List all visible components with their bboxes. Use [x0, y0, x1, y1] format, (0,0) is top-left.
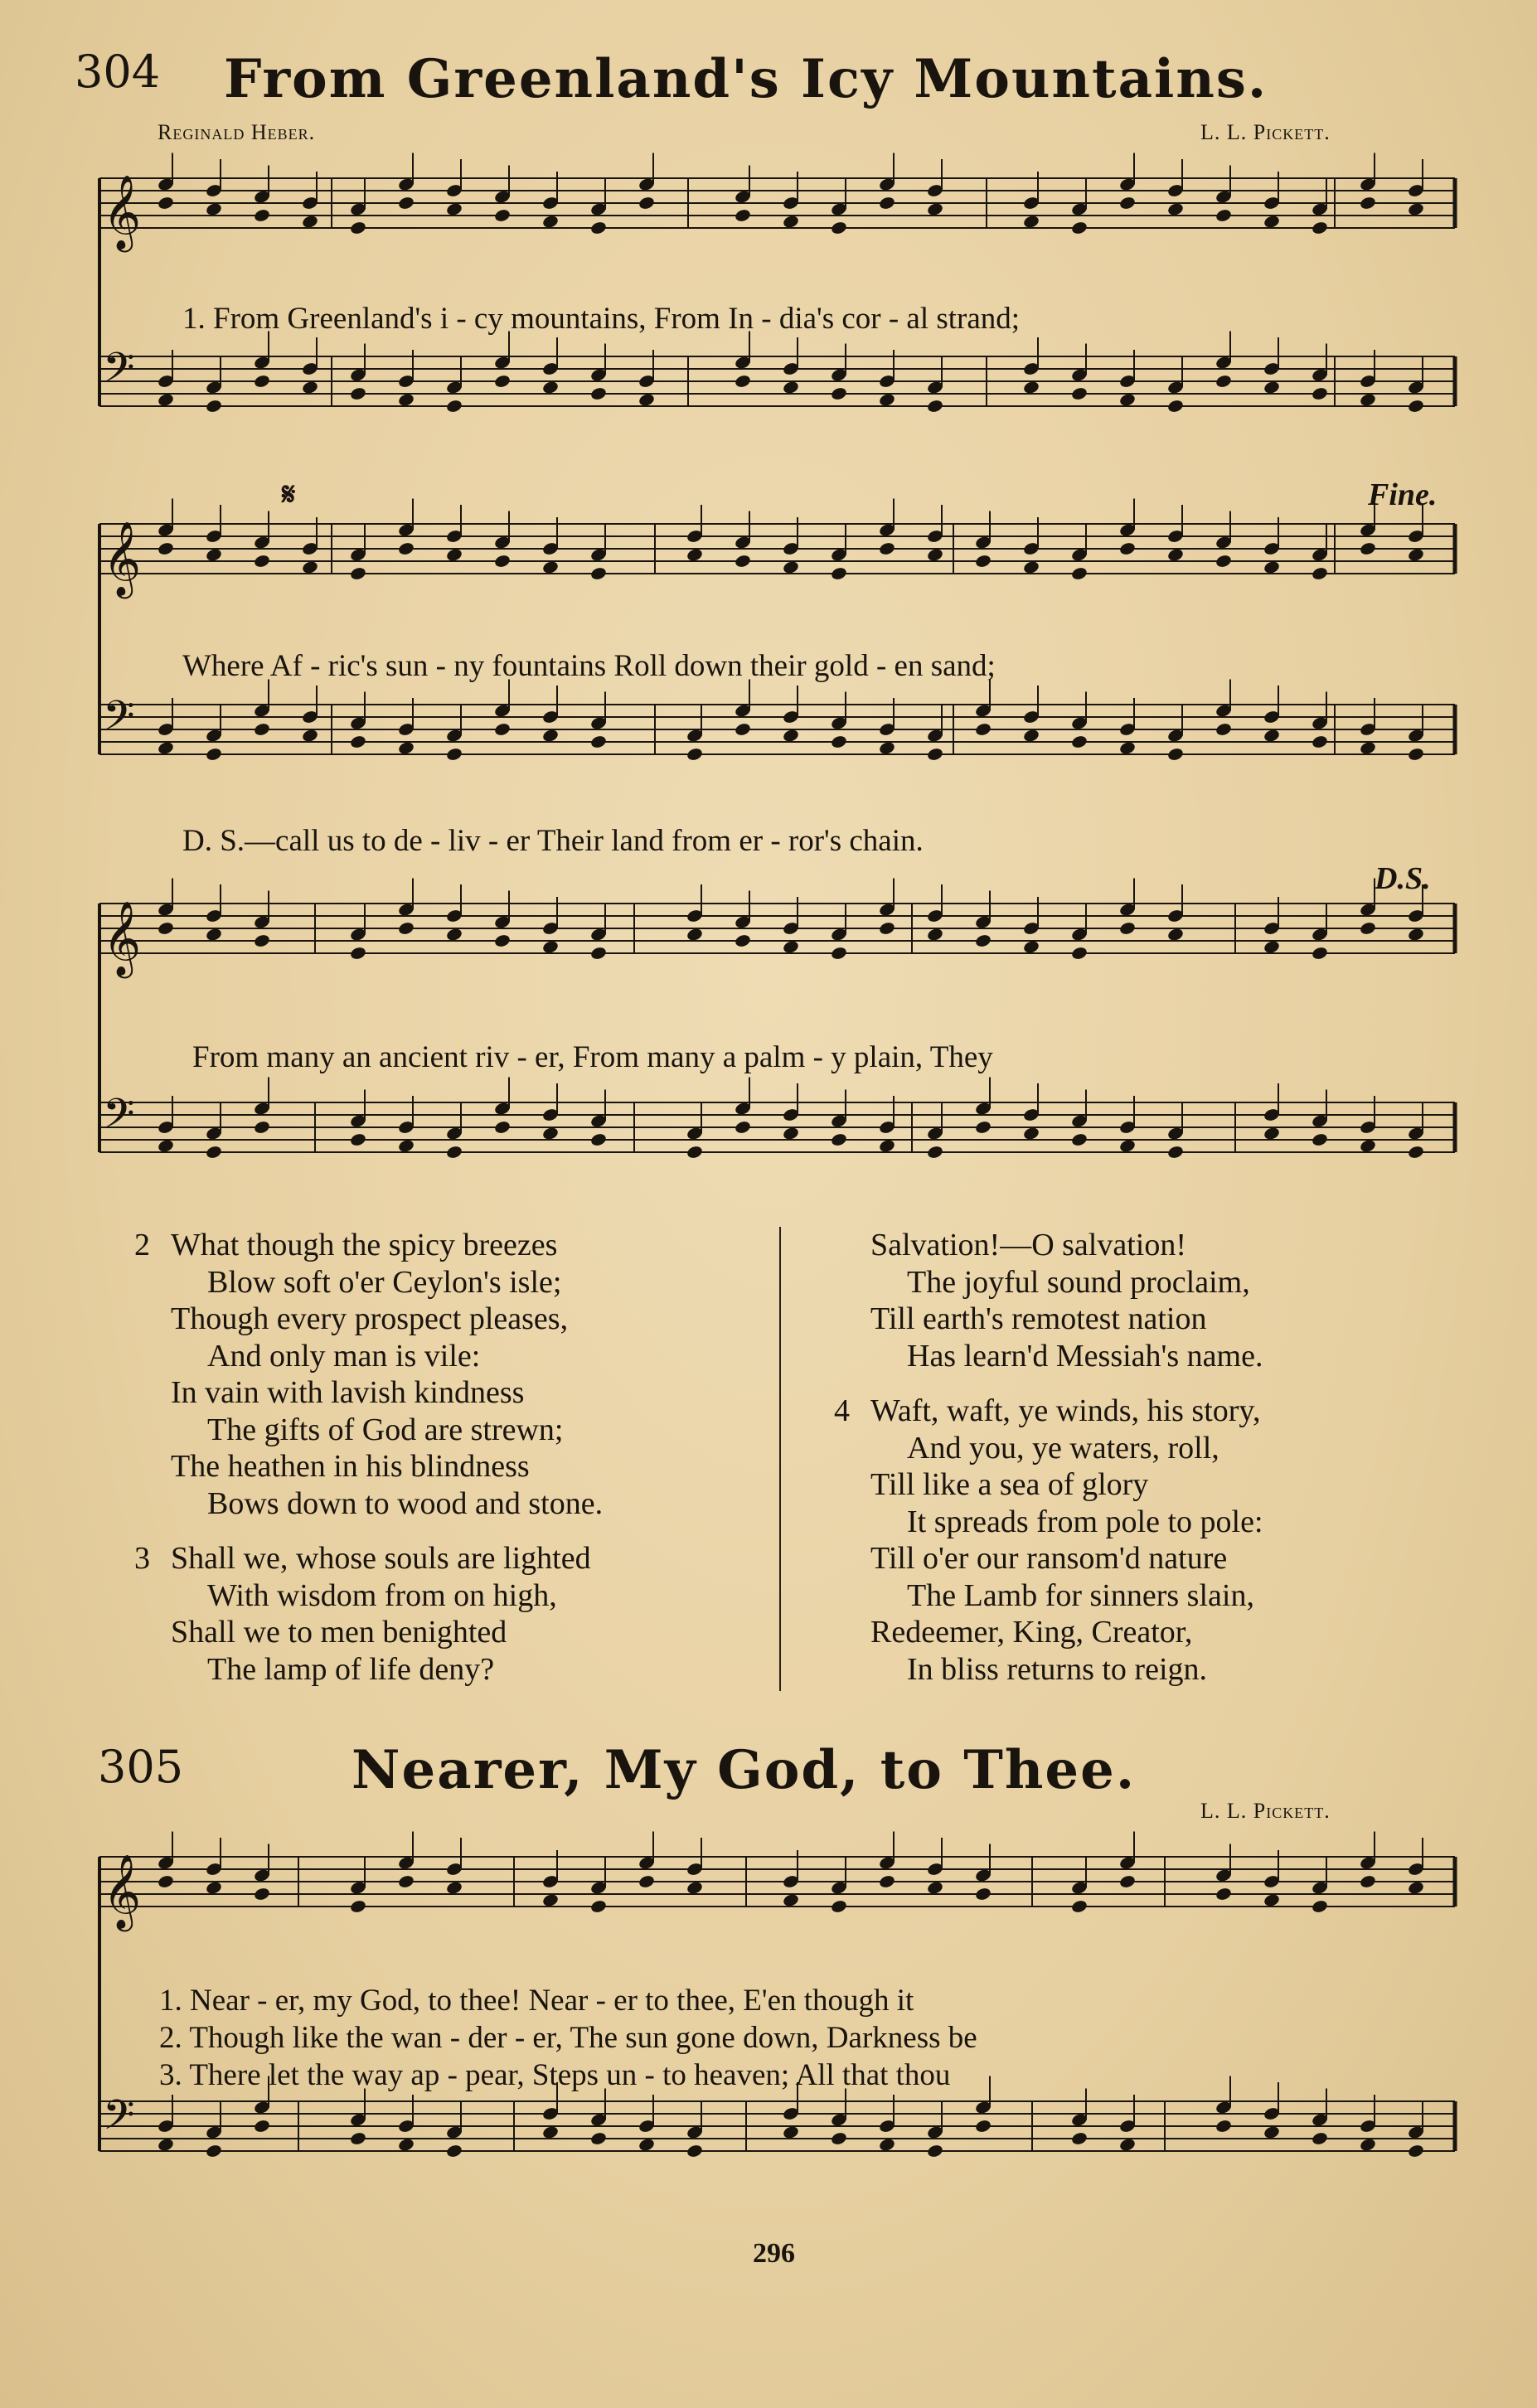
verse-line: And you, ye waters, roll, — [907, 1430, 1219, 1466]
page-number: 296 — [753, 2238, 795, 2269]
hymn-title: From Greenland's Icy Mountains. — [224, 48, 1268, 110]
svg-text:𝄞: 𝄞 — [103, 901, 142, 976]
svg-text:𝄢: 𝄢 — [103, 2091, 135, 2149]
verse-line: In vain with lavish kindness — [171, 1375, 525, 1410]
verse-line: Salvation!—O salvation! — [870, 1228, 1186, 1262]
svg-text:𝄢: 𝄢 — [103, 1090, 135, 1148]
verse-line: Till like a sea of glory — [870, 1467, 1149, 1502]
lyric-line: From many an ancient riv - er, From many a palm - y plain, They — [192, 1040, 993, 1074]
svg-text:𝄞: 𝄞 — [103, 175, 142, 250]
verses-left-column — [134, 1227, 603, 1706]
svg-text:𝄞: 𝄞 — [103, 1854, 142, 1929]
verse-line: Blow soft o'er Ceylon's isle; — [207, 1264, 562, 1300]
verse-line: The Lamb for sinners slain, — [907, 1577, 1254, 1613]
verse-line: The gifts of God are strewn; — [207, 1412, 564, 1447]
verse-number: 3 — [134, 1541, 150, 1576]
segno-sign: 𝄋 — [282, 477, 296, 512]
verse-line: The lamp of life deny? — [207, 1651, 495, 1687]
author-credit: Reginald Heber. — [158, 120, 316, 144]
verse-3 — [134, 1540, 603, 1688]
verse-line: With wisdom from on high, — [207, 1577, 557, 1613]
verse-2 — [134, 1227, 603, 1522]
composer-credit: L. L. Pickett. — [1200, 120, 1331, 144]
hymn-number: 304 — [75, 46, 161, 98]
ds-marking: D.S. — [1375, 861, 1431, 896]
svg-text:𝄞: 𝄞 — [103, 521, 142, 596]
verse-line: And only man is vile: — [207, 1338, 481, 1374]
verse-4 — [834, 1393, 1263, 1688]
verse-line: Till o'er our ransom'd nature — [870, 1541, 1228, 1576]
hymn-number: 305 — [98, 1741, 184, 1793]
verse-number: 2 — [134, 1228, 150, 1262]
verse-line: Waft, waft, ye winds, his story, — [870, 1393, 1261, 1428]
fine-marking: Fine. — [1368, 477, 1438, 512]
verse-line: Redeemer, King, Creator, — [870, 1615, 1193, 1650]
lyric-line: 2. Though like the wan - der - er, The sun gone down, Darkness be — [159, 2021, 977, 2055]
hymn-title: Nearer, My God, to Thee. — [352, 1739, 1137, 1801]
svg-text:𝄢: 𝄢 — [103, 344, 135, 402]
lyric-line: 1. From Greenland's i - cy mountains, From In - dia's cor - al strand; — [182, 302, 1021, 336]
lyric-line: Where Af - ric's sun - ny fountains Roll down their gold - en sand; — [182, 649, 996, 683]
lyric-line: 3. There let the way ap - pear, Steps un - to heaven; All that thou — [159, 2058, 951, 2092]
verse-line: The joyful sound proclaim, — [907, 1264, 1250, 1300]
lyric-line: D. S.—call us to de - liv - er Their land from er - ror's chain. — [182, 824, 924, 858]
column-divider — [779, 1227, 781, 1691]
verse-line: What though the spicy breezes — [171, 1228, 558, 1262]
verse-line: Has learn'd Messiah's name. — [907, 1338, 1263, 1374]
verse-line: In bliss returns to reign. — [907, 1651, 1208, 1687]
verse-2-continued — [834, 1227, 1263, 1374]
verse-line: Though every prospect pleases, — [171, 1301, 569, 1336]
verse-number: 4 — [834, 1393, 850, 1428]
verse-line: Bows down to wood and stone. — [207, 1485, 604, 1521]
verse-line: Till earth's remotest nation — [870, 1301, 1207, 1336]
verse-line: Shall we, whose souls are lighted — [171, 1541, 591, 1576]
composer-credit: L. L. Pickett. — [1200, 1799, 1331, 1823]
verse-line: Shall we to men benighted — [171, 1615, 507, 1650]
verses-right-column — [834, 1227, 1263, 1706]
verse-line: It spreads from pole to pole: — [907, 1504, 1263, 1539]
svg-text:𝄢: 𝄢 — [103, 692, 135, 750]
verse-line: The heathen in his blindness — [171, 1449, 530, 1484]
lyric-line: 1. Near - er, my God, to thee! Near - er to thee, E'en though it — [159, 1984, 914, 2018]
